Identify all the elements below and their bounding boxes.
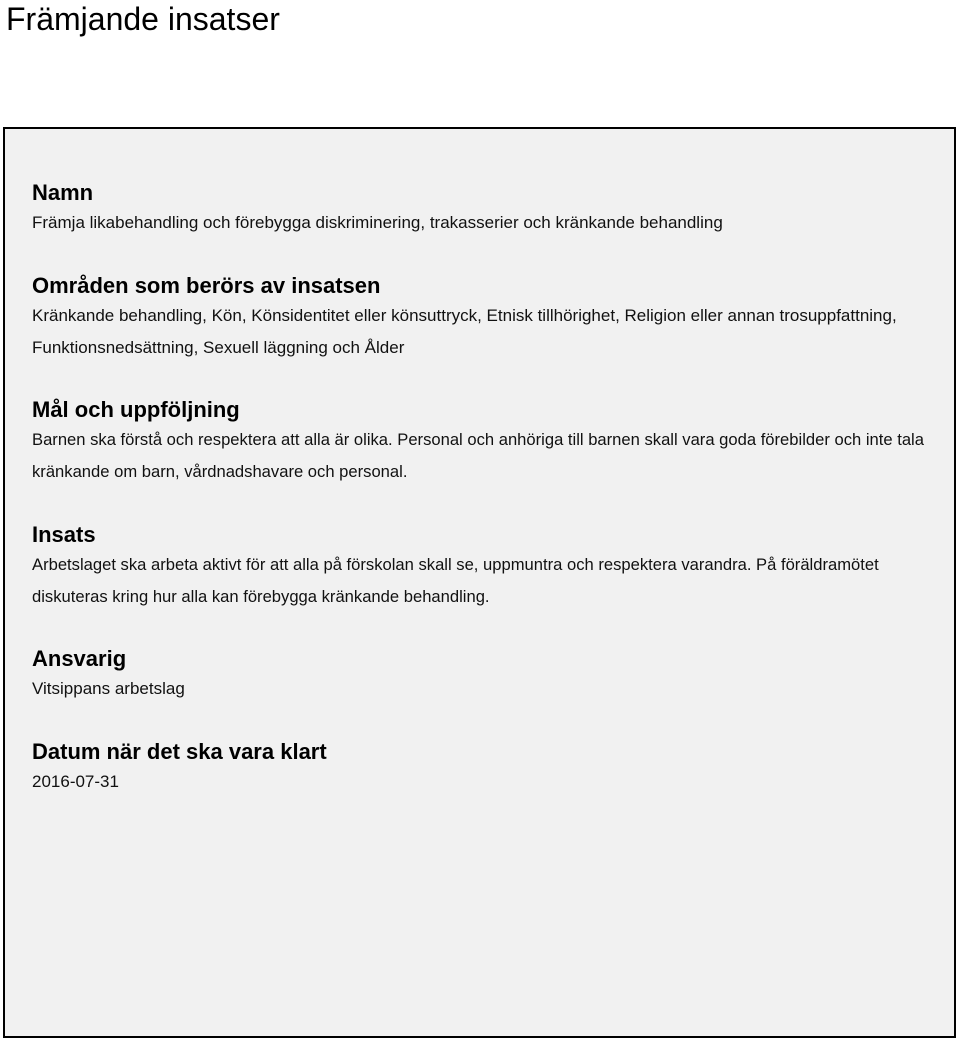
section-namn: [32, 179, 942, 239]
datum-heading: Datum när det ska vara klart: [32, 739, 327, 764]
mal-heading: Mål och uppföljning: [32, 397, 240, 422]
namn-text: Främja likabehandling och förebygga diskriminering, trakasserier och kränkande behandling: [32, 213, 723, 232]
section-datum: [32, 738, 942, 798]
section-omraden: [32, 272, 942, 364]
insats-heading: Insats: [32, 522, 96, 547]
section-insats: [32, 521, 942, 613]
namn-heading: Namn: [32, 180, 94, 205]
insats-text: Arbetslaget ska arbeta aktivt för att alla på förskolan skall se, uppmuntra och respektera varandra. På föräldramötet diskuteras kring hur alla kan förebygga kränkande behandling.: [32, 555, 879, 606]
measure-box: [3, 127, 956, 1038]
section-mal-och-uppfoljning: [32, 396, 942, 488]
omraden-text: Kränkande behandling, Kön, Könsidentitet eller könsuttryck, Etnisk tillhörighet, Religion eller annan trosuppfattning, Funktionsnedsättning, Sexuell läggning och Ålder: [32, 306, 897, 357]
page-title: Främjande insatser: [6, 1, 280, 37]
datum-text: 2016-07-31: [32, 772, 119, 791]
ansvarig-heading: Ansvarig: [32, 646, 127, 671]
mal-text: Barnen ska förstå och respektera att alla är olika. Personal och anhöriga till barnen skall vara goda förebilder och inte tala kränkande om barn, vårdnadshavare och personal.: [32, 430, 924, 481]
section-ansvarig: [32, 645, 942, 705]
omraden-heading: Områden som berörs av insatsen: [32, 273, 381, 298]
ansvarig-text: Vitsippans arbetslag: [32, 679, 185, 698]
